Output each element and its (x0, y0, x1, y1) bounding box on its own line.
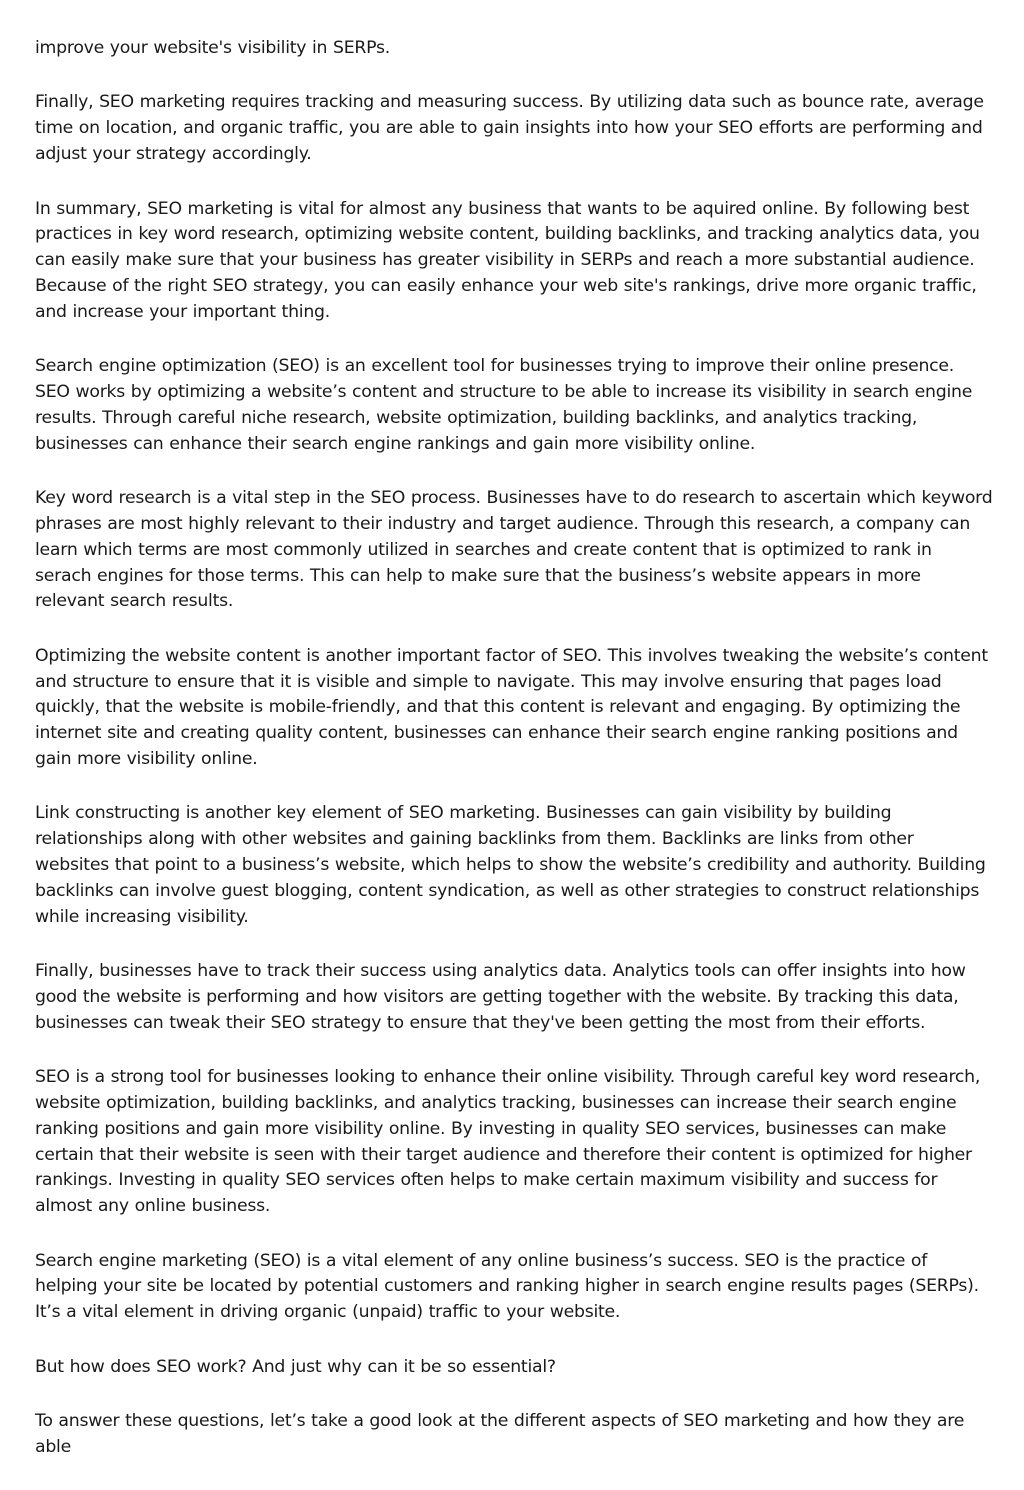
paragraph-1: improve your website's visibility in SERPs. (35, 38, 391, 58)
paragraph-4: Search engine optimization (SEO) is an excellent tool for businesses trying to improve their online presence. SEO works by optimizing a website’s content and structure to be able to increase its visibility in search engine results. Through careful niche research, website optimization, building backlinks, and analytics tracking, businesses can enhance their search engine rankings and gain more visibility online. (35, 356, 973, 454)
paragraph-6: Optimizing the website content is another important factor of SEO. This involves tweaking the website’s content and structure to ensure that it is visible and simple to navigate. This may involve ensuring that pages load quickly, that the website is mobile-friendly, and that this content is relevant and engaging. By optimizing the internet site and creating quality content, businesses can enhance their search engine ranking positions and gain more visibility online. (35, 645, 988, 769)
paragraph-10: Search engine marketing (SEO) is a vital element of any online business’s success. SEO is the practice of helping your site be located by potential customers and ranking higher in search engine results pages (SERPs). It’s a vital element in driving organic (unpaid) traffic to your website. (35, 1250, 979, 1323)
paragraph-5: Key word research is a vital step in the SEO process. Businesses have to do research to ascertain which keyword phrases are most highly relevant to their industry and target audience. Through this research, a company can learn which terms are most commonly utilized in searches and create content that is optimized to rank in serach engines for those terms. This can help to make sure that the business’s website appears in more relevant search results. (35, 488, 993, 612)
paragraph-3: In summary, SEO marketing is vital for almost any business that wants to be aquired online. By following best practices in key word research, optimizing website content, building backlinks, and tracking analytics data, you can easily make sure that your business has greater visibility in SERPs and reach a more substantial audience. Because of the right SEO strategy, you can easily enhance your web site's rankings, drive more organic traffic, and increase your important thing. (35, 198, 980, 322)
paragraph-9: SEO is a strong tool for businesses looking to enhance their online visibility. Through careful key word research, website optimization, building backlinks, and analytics tracking, businesses can increase their search engine ranking positions and gain more visibility online. By investing in quality SEO services, businesses can make certain that their website is seen with their target audience and therefore their content is optimized for higher rankings. Investing in quality SEO services often helps to make certain maximum visibility and success for almost any online business. (35, 1067, 981, 1217)
paragraph-2: Finally, SEO marketing requires tracking and measuring success. By utilizing data such as bounce rate, average time on location, and organic traffic, you are able to gain insights into how your SEO efforts are performing and adjust your strategy accordingly. (35, 92, 984, 165)
paragraph-12: To answer these questions, let’s take a good look at the different aspects of SEO marketing and how they are able (35, 1411, 965, 1458)
paragraph-8: Finally, businesses have to track their success using analytics data. Analytics tools can offer insights into how good the website is performing and how visitors are getting together with the website. By tracking this data, businesses can tweak their SEO strategy to ensure that they've been getting the most from their efforts. (35, 961, 966, 1033)
paragraph-11: But how does SEO work? And just why can it be so essential? (35, 1356, 556, 1377)
paragraph-7: Link constructing is another key element of SEO marketing. Businesses can gain visibility by building relationships along with other websites and gaining backlinks from them. Backlinks are links from other websites that point to a business’s website, which helps to show the website’s credibility and authority. Building backlinks can involve guest blogging, content syndication, as well as other strategies to construct relationships while increasing visibility. (35, 803, 986, 927)
document-body (35, 36, 993, 1490)
